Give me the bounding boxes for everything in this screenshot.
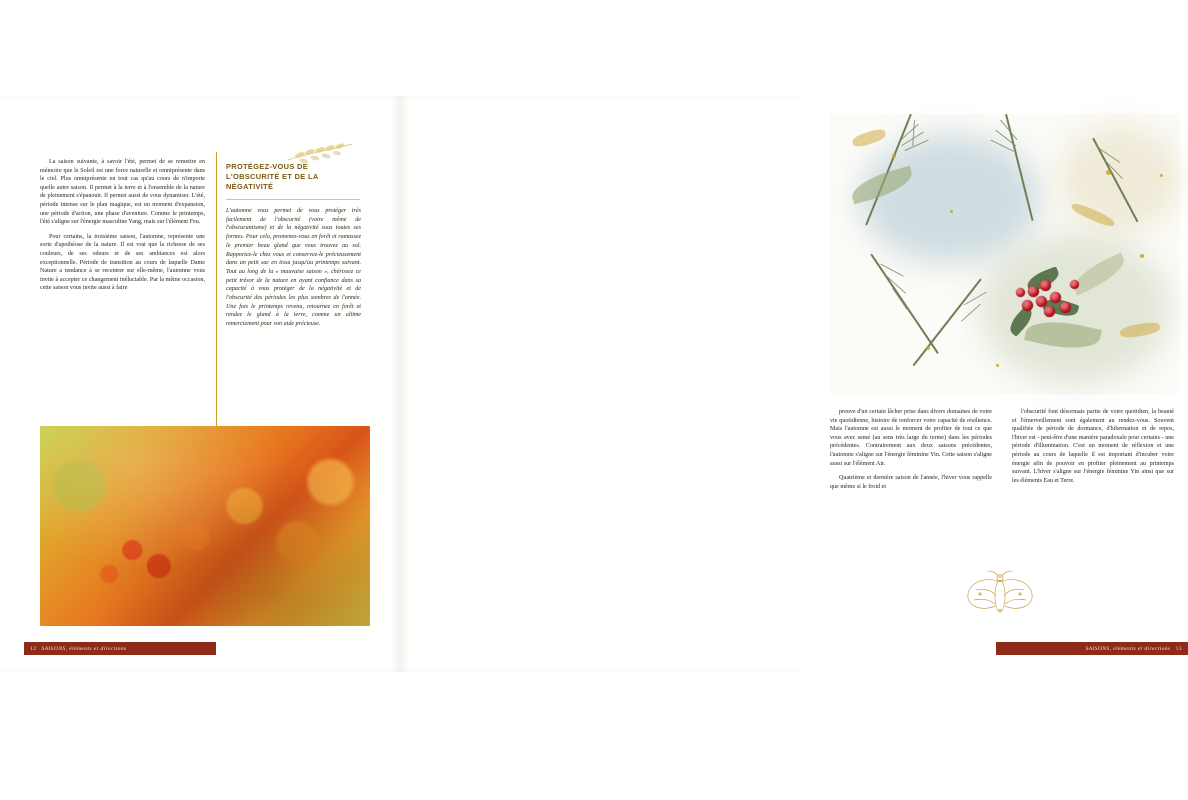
- golden-moth-ornament: [960, 566, 1040, 626]
- watercolor-wash: [1060, 124, 1180, 234]
- red-berry: [1070, 280, 1079, 289]
- spread: [0, 96, 1182, 672]
- red-berry: [1040, 280, 1051, 291]
- footer-left: [24, 642, 216, 655]
- footer-title: SAISONS, éléments et directions: [41, 645, 127, 652]
- red-berry: [1050, 292, 1061, 303]
- callout-paragraph: L'automne vous permet de vous protéger très facilement de l'obscurité (voire même de l'obscurantisme) et de la négativité sous toutes ses formes. Pour cela, promenez-vous en forêt et ramassez le premier beau gland que vous trouvez au sol. Rapportez-le chez vous et conservez-le précieusement dans un petit sac en tissu jusqu'au printemps suivant. Tout au long de la « mauvaise saison », chérissez ce petit trésor de la nature en ayant confiance dans sa capacité à vous protéger de la négativité et de l'obscurité des périodes les plus sombres de l'année. Une fois le printemps revenu, retournez en forêt et rendez le gland à la terre, comme un ultime remerciement pour son aide précieuse.: [226, 208, 361, 328]
- pine-needle: [961, 304, 981, 322]
- gold-splash: [851, 127, 887, 149]
- left-page: [0, 96, 400, 672]
- callout-title: PROTÉGEZ-VOUS DE L'OBSCURITÉ ET DE LA NÉGATIVITÉ: [226, 162, 319, 191]
- footer-title: SAISONS, éléments et directions: [1085, 645, 1171, 652]
- red-berry: [1036, 296, 1047, 307]
- paragraph: Pour certains, la troisième saison, l'automne, représente une sorte d'apothéose de la nature. Il est vrai que la richesse de ses couleurs, de ses odeurs et de ses ambiances est alors exceptionnelle. Période de transition au cours de laquelle Dame Nature a tendance à se recentrer sur elle-même, l'automne vous invite à accepter ce changement inéluctable. Par la même occasion, cette saison vous invite aussi à faire: [40, 233, 205, 292]
- paragraph: Quatrième et dernière saison de l'année, l'hiver vous rappelle que même si le froid et: [830, 475, 992, 490]
- paragraph: l'obscurité font désormais partie de votre quotidien, la beauté et l'émerveillement sont également au rendez-vous. Souvent qualifiée de période de dormance, d'hibernation et de repos, l'hiver est - peut-être d'une manière paradoxale pour certains - une période d'illumination. C'est un moment de réflexion et une période au cours de laquelle il est important d'incuber votre énergie afin de pouvoir en profiter pleinement au printemps suivant. L'hiver s'aligne sur l'énergie féminine Yin ainsi que sur les éléments Eau et Terre.: [1012, 409, 1174, 484]
- gold-dot: [996, 364, 999, 367]
- watercolor-wash: [860, 134, 1040, 264]
- red-berry: [1016, 288, 1025, 297]
- gold-dot: [1106, 170, 1111, 175]
- left-page-body-text: [40, 158, 205, 299]
- gold-dot: [1160, 174, 1163, 177]
- red-berry: [1044, 306, 1055, 317]
- callout-body: [217, 207, 369, 329]
- page-number: 13: [1175, 645, 1182, 652]
- paragraph: La saison suivante, à savoir l'été, permet de se remettre en mémoire que le Soleil est une force naturelle et omniprésente dans le ciel. Plus omniprésente en tout cas qu'au cours de n'importe quelle autre saison. Il permet à la terre et à l'ensemble de la nature de pleinement s'épanouir. Il permet aussi de vous dynamiser. L'été, période intense sur le plan magique, est un moment d'expansion, une période d'action, une phase d'aventure. Comme le printemps, l'été s'aligne sur l'énergie masculine Yang, mais sur l'élément Feu.: [40, 159, 205, 226]
- autumn-leaves-photo: [40, 426, 370, 626]
- paragraph: preuve d'un certain lâcher prise dans divers domaines de votre vie quotidienne, histoire de renforcer votre capacité de résilience. Mais l'automne est aussi le moment de profiter de tout ce que vous avez semé (au sens très large du terme) dans les périodes précédentes. Contrairement aux deux saisons précédentes, l'automne s'aligne sur l'énergie féminine Yin. Cette saison s'aligne aussi sur l'élément Air.: [830, 409, 992, 467]
- red-berry: [1022, 300, 1033, 311]
- right-page: [400, 96, 1182, 672]
- red-berry: [1028, 286, 1039, 297]
- page-number: 12: [30, 645, 37, 652]
- right-page-column-two: [1012, 408, 1174, 491]
- red-berry: [1060, 302, 1071, 313]
- pine-branch: [870, 253, 939, 354]
- gold-dot: [926, 346, 930, 350]
- gold-dot: [1140, 254, 1144, 258]
- callout-divider: [226, 199, 360, 200]
- winter-botanical-illustration: [830, 114, 1180, 394]
- gold-dot: [892, 154, 896, 158]
- pine-branch: [912, 278, 981, 366]
- footer-right: [996, 642, 1188, 655]
- pine-needle: [892, 288, 907, 310]
- right-page-column-one: [830, 408, 992, 497]
- gold-dot: [950, 210, 953, 213]
